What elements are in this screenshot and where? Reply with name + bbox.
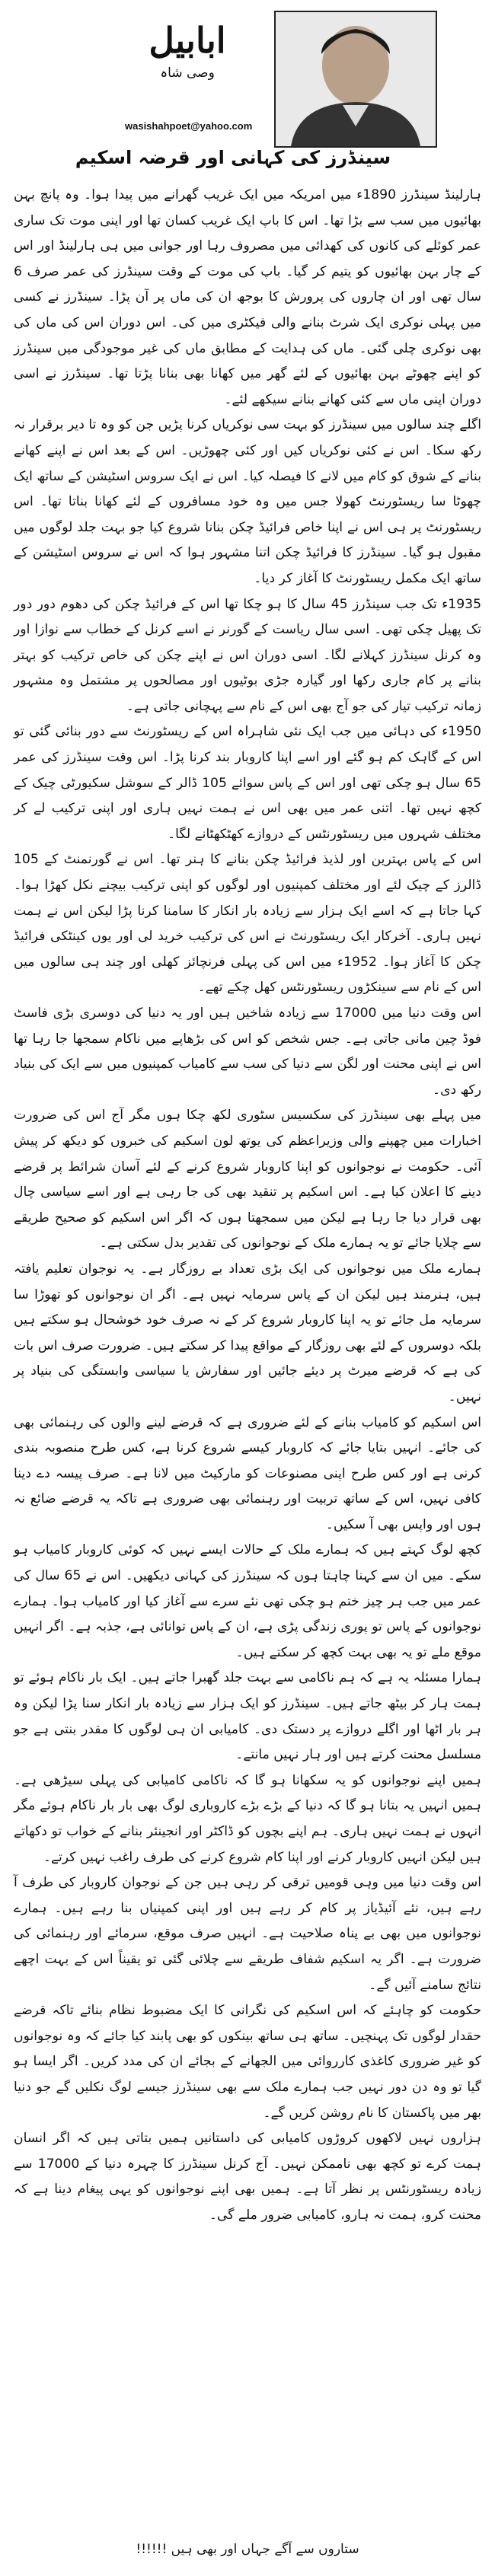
paragraph: کچھ لوگ کہتے ہیں کہ ہمارے ملک کے حالات ایسے نہیں کہ کوئی کاروبار کامیاب ہو سکے۔ میں ان سے کہنا چاہتا ہوں کہ سینڈرز کی کہانی دیکھیں۔ اس نے 65 سال کی عمر میں جب ہر چیز ختم ہو چکی تھی نئے سرے سے آغاز کیا اور کامیاب ہوا۔ ہمارے نوجوانوں کے پاس تو پوری زندگی پڑی ہے، ان کے پاس توانائی ہے، جذبہ ہے۔ اگر انہیں موقع ملے تو یہ بھی بہت کچھ کر سکتے ہیں۔ (14, 1542, 481, 1660)
column-masthead (126, 21, 248, 81)
column-header (12, 6, 483, 172)
author-email: wasishahpoet@yahoo.com (125, 120, 253, 132)
author-portrait-image (276, 12, 436, 146)
paragraph: ہمارے ملک میں نوجوانوں کی ایک بڑی تعداد بے روزگار ہے۔ یہ نوجوان تعلیم یافتہ ہیں، ہنرمند ہیں لیکن ان کے پاس سرمایہ نہیں ہے۔ اگر ان نوجوانوں کو تھوڑا سا سرمایہ مل جائے تو یہ اپنا کاروبار شروع کر کے نہ صرف خود خوشحال ہو سکتے ہیں بلکہ دوسروں کے لئے بھی روزگار کے مواقع پیدا کر سکتے ہیں۔ ضرورت صرف اس بات کی ہے کہ قرضے میرٹ پر دیئے جائیں اور سفارش یا سیاسی وابستگی کی بنیاد پر نہیں۔ (14, 1261, 481, 1404)
column-headline: سینڈرز کی کہانی اور قرضہ اسکیم (75, 147, 391, 168)
paragraph: 1935ء تک جب سینڈرز 45 سال کا ہو چکا تھا اس کے فرائیڈ چکن کی دھوم دور دور تک پھیل چکی تھی۔ اسی سال ریاست کے گورنر نے اسے کرنل کے خطاب سے نوازا اور وہ کرنل سینڈرز کہلانے لگا۔ اسی دوران اس نے اپنے چکن کی خاص ترکیب کو بہتر بنانے پر کام جاری رکھا اور گیارہ جڑی بوٹیوں اور مصالحوں پر مشتمل وہ مشہور زمانہ ترکیب تیار کی جو آج بھی اس کے نام سے پہچانی جاتی ہے۔ (14, 596, 482, 714)
paragraph: اس وقت دنیا میں 17000 سے زیادہ شاخیں ہیں اور یہ دنیا کی دوسری بڑی فاسٹ فوڈ چین مانی جاتی ہے۔ جس شخص کو اس کی بڑھاپے میں ناکام سمجھا جا رہا تھا اس نے اپنی محنت اور لگن سے دنیا کی سب سے کامیاب کمپنیوں میں سے ایک کی بنیاد رکھ دی۔ (14, 1006, 481, 1098)
paragraph: 1950ء کی دہائی میں جب ایک نئی شاہراہ اس کے ریسٹورنٹ سے دور بنائی گئی تو اس کے گاہک کم ہو گئے اور اسے اپنا کاروبار بند کرنا پڑا۔ اس وقت سینڈرز کی عمر 65 سال ہو چکی تھی اور اس کے پاس سوائے 105 ڈالر کے سوشل سکیورٹی چیک کے کچھ نہیں تھا۔ اتنی عمر میں بھی اس نے ہمت نہیں ہاری اور اپنی ترکیب لے کر مختلف شہروں میں ریسٹورنٹس کے دروازے کھٹکھٹانے لگا۔ (14, 724, 481, 842)
paragraph: حکومت کو چاہئے کہ اس اسکیم کی نگرانی کا ایک مضبوط نظام بنائے تاکہ قرضے حقدار لوگوں تک پہنچیں۔ ساتھ ہی ساتھ بینکوں کو بھی پابند کیا جائے کہ وہ نوجوانوں کو غیر ضروری کاغذی کارروائی میں الجھانے کے بجائے ان کی مدد کریں۔ اگر ایسا ہو گیا تو وہ دن دور نہیں جب ہمارے ملک سے بھی سینڈرز جیسے لوگ نکلیں گے جو دنیا بھر میں پاکستان کا نام روشن کریں گے۔ (14, 2003, 481, 2121)
masthead-title: ابابیل (148, 20, 226, 61)
paragraph: ہمیں اپنے نوجوانوں کو یہ سکھانا ہو گا کہ ناکامی کامیابی کی پہلی سیڑھی ہے۔ ہمیں انہیں یہ بتانا ہو گا کہ دنیا کے بڑے بڑے کاروباری لوگ بھی بار بار ناکام ہوئے مگر انہوں نے ہمت نہیں ہاری۔ ہم اپنے بچوں کو ڈاکٹر اور انجینئر بنانے کے خواب تو دکھاتے ہیں لیکن انہیں کاروبار کرنے اور اپنا کام شروع کرنے کی طرف راغب نہیں کرتے۔ (14, 1772, 481, 1865)
paragraph: اس اسکیم کو کامیاب بنانے کے لئے ضروری ہے کہ قرضے لینے والوں کی رہنمائی بھی کی جائے۔ انہیں بتایا جائے کہ کاروبار کیسے شروع کرنا ہے، کس طرح منصوبہ بندی کرنی ہے اور کس طرح اپنی مصنوعات کو مارکیٹ میں لانا ہے۔ صرف پیسہ دے دینا کافی نہیں، اس کے ساتھ تربیت اور رہنمائی بھی ضروری ہے تاکہ یہ قرضے ضائع نہ ہوں اور واپس بھی آ سکیں۔ (14, 1414, 481, 1532)
closing-line: ستاروں سے آگے جہاں اور بھی ہیں !!!!!! (136, 2542, 359, 2557)
paragraph: ہزاروں نہیں لاکھوں کروڑوں کامیابی کی داستانیں ہمیں بتاتی ہیں کہ اگر انسان ہمت کرے تو کچھ بھی ناممکن نہیں۔ آج کرنل سینڈرز کا چہرہ دنیا کے 17000 سے زیادہ ریسٹورنٹس پر نظر آتا ہے۔ ہمیں بھی اپنے نوجوانوں کو یہی پیغام دینا ہے کہ محنت کرو، ہمت نہ ہارو، کامیابی ضرور ملے گی۔ (14, 2131, 482, 2223)
paragraph: اس وقت دنیا میں وہی قومیں ترقی کر رہی ہیں جن کے نوجوان کاروبار کی طرف آ رہے ہیں، نئے آئیڈیاز پر کام کر رہے ہیں اور اپنی کمپنیاں بنا رہے ہیں۔ ہمارے نوجوانوں میں بھی بے پناہ صلاحیت ہے۔ انہیں صرف موقع، سرمائے اور رہنمائی کی ضرورت ہے۔ اگر یہ اسکیم شفاف طریقے سے چلائی گئی تو یقیناً اس کے بہت اچھے نتائج سامنے آئیں گے۔ (14, 1875, 481, 1993)
author-photo (274, 11, 437, 148)
author-name: وصی شاہ (160, 65, 215, 81)
paragraph: میں پہلے بھی سینڈرز کی سکسیس سٹوری لکھ چکا ہوں مگر آج اس کی ضرورت اخبارات میں چھپنے والی وزیراعظم کی یوتھ لون اسکیم کی خبروں کو دیکھ کر پیش آئی۔ حکومت نے نوجوانوں کو اپنا کاروبار شروع کرنے کے لئے آسان شرائط پر قرضے دینے کا اعلان کیا ہے۔ اس اسکیم پر تنقید بھی کی جا رہی ہے اور اسے سیاسی چال بھی قرار دیا جا رہا ہے لیکن میں سمجھتا ہوں کہ اگر اس اسکیم کو صحیح طریقے سے چلایا جائے تو یہ ہمارے ملک کے نوجوانوں کی تقدیر بدل سکتی ہے۔ (14, 1108, 481, 1251)
paragraph: اس کے پاس بہترین اور لذیذ فرائیڈ چکن بنانے کا ہنر تھا۔ اس نے گورنمنٹ کے 105 ڈالرز کے چیک لئے اور مختلف کمپنیوں اور لوگوں کو اپنی ترکیب بیچنے نکل کھڑا ہوا۔ کہا جاتا ہے کہ اسے ایک ہزار سے زیادہ بار انکار کا سامنا کرنا پڑا لیکن اس نے ہمت نہیں ہاری۔ آخرکار ایک ریسٹورنٹ نے اس کی ترکیب خرید لی اور یوں کینٹکی فرائیڈ چکن کا آغاز ہوا۔ 1952ء میں اس کی پہلی فرنچائز کھلی اور چند ہی سالوں میں اس کے نام سے سینکڑوں ریسٹورنٹس کھل چکے تھے۔ (14, 852, 482, 996)
column-body (14, 183, 481, 2229)
paragraph: اگلے چند سالوں میں سینڈرز کو بہت سی نوکریاں کرنا پڑیں جن کو وہ تا دیر برقرار نہ رکھ سکا۔ اس نے کئی نوکریاں کیں اور کئی چھوڑیں۔ اس کے بعد اس نے اپنے کھانے بنانے کے شوق کو کام میں لانے کا فیصلہ کیا۔ اس نے ایک سروس اسٹیشن کے ساتھ ایک چھوٹا سا ریسٹورنٹ کھولا جس میں وہ خود مسافروں کے لئے کھانا بناتا تھا۔ اس ریسٹورنٹ پر ہی اس نے اپنا خاص فرائیڈ چکن بنانا شروع کیا جو بہت جلد لوگوں میں مقبول ہو گیا۔ سینڈرز کا فرائیڈ چکن اتنا مشہور ہوا کہ اس نے سروس اسٹیشن کے ساتھ ایک مکمل ریسٹورنٹ کا آغاز کر دیا۔ (14, 417, 481, 586)
paragraph: ہمارا مسئلہ یہ ہے کہ ہم ناکامی سے بہت جلد گھبرا جاتے ہیں۔ ایک بار ناکام ہوئے تو ہمت ہار کر بیٹھ جاتے ہیں۔ سینڈرز کو ایک ہزار سے زیادہ بار انکار سنا پڑا لیکن وہ ہر بار اٹھا اور اگلے دروازے پر دستک دی۔ کامیابی ان ہی لوگوں کا مقدر بنتی ہے جو مسلسل محنت کرتے ہیں اور ہار نہیں مانتے۔ (14, 1670, 481, 1763)
paragraph: ہارلینڈ سینڈرز 1890ء میں امریکہ میں ایک غریب گھرانے میں پیدا ہوا۔ وہ پانچ بہن بھائیوں میں سب سے بڑا تھا۔ اس کا باپ ایک غریب کسان تھا اور اپنی موت تک ساری عمر کوئلے کی کانوں کی کھدائی میں مصروف رہا اور جوانی میں ہی ہارلینڈ اور اس کے چار بہن بھائیوں کو یتیم کر گیا۔ باپ کی موت کے وقت سینڈرز کی عمر صرف 6 سال تھی اور ان چاروں کی پرورش کا بوجھ ان کی ماں پر آن پڑا۔ سینڈرز نے کسی میں پہلی نوکری ایک شرٹ بنانے والی فیکٹری میں کی۔ اس دوران اس کی ماں کی بھی نوکری چلی گئی۔ ماں کی ہدایت کے مطابق ماں کی غیر موجودگی میں سینڈرز کو اپنے چھوٹے بہن بھائیوں کے لئے گھر میں کھانا بھی بنانا پڑتا تھا۔ سینڈرز نے اسی دوران اپنی ماں سے کئی کھانے بنانے سیکھے لئے۔ (14, 187, 481, 407)
